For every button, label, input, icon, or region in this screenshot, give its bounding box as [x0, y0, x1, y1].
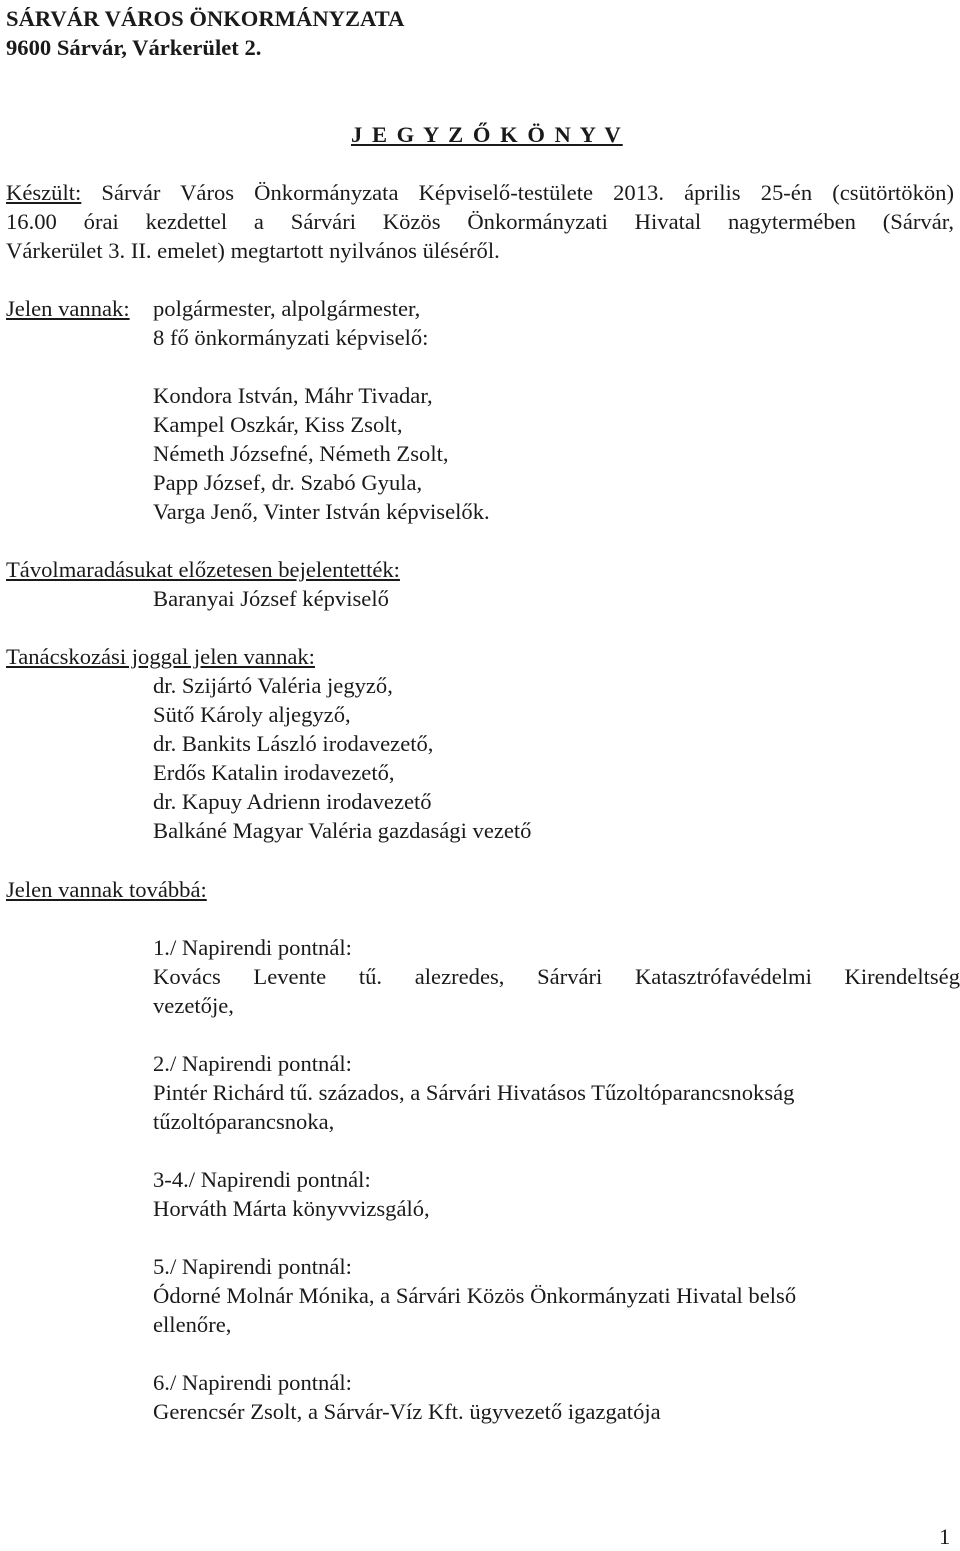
org-address: 9600 Sárvár, Várkerület 2.: [6, 35, 262, 60]
member-line: Kampel Oszkár, Kiss Zsolt,: [153, 412, 403, 437]
advisory-name: Sütő Károly aljegyző,: [153, 702, 351, 727]
member-line: Németh Józsefné, Németh Zsolt,: [153, 441, 449, 466]
agenda-guest-5-line-1: Gerencsér Zsolt, a Sárvár-Víz Kft. ügyvezető igazgatója: [153, 1399, 661, 1424]
agenda-heading-2: 2./ Napirendi pontnál:: [153, 1051, 352, 1076]
org-name: SÁRVÁR VÁROS ÖNKORMÁNYZATA: [6, 6, 405, 31]
advisory-name: dr. Kapuy Adrienn irodavezető: [153, 789, 432, 814]
page-number: 1: [939, 1524, 951, 1549]
advisory-label: Tanácskozási joggal jelen vannak:: [6, 644, 315, 669]
intro-line-1-text: Sárvár Város Önkormányzata Képviselő-testülete 2013. április 25-én (csütörtökön): [101, 180, 954, 205]
intro-line-2: 16.00 órai kezdettel a Sárvári Közös Önkormányzati Hivatal nagytermében (Sárvár,: [6, 209, 954, 234]
agenda-heading-5: 6./ Napirendi pontnál:: [153, 1370, 352, 1395]
intro-label: Készült:: [6, 180, 82, 205]
present-line-1: polgármester, alpolgármester,: [153, 296, 421, 321]
member-line: Kondora István, Máhr Tivadar,: [153, 383, 433, 408]
absent-label: Távolmaradásukat előzetesen bejelentették:: [6, 557, 400, 582]
advisory-name: Balkáné Magyar Valéria gazdasági vezető: [153, 818, 532, 843]
present-line-2: 8 fő önkormányzati képviselő:: [153, 325, 429, 350]
agenda-guest-4-line-1: Ódorné Molnár Mónika, a Sárvári Közös Önkormányzati Hivatal belső: [153, 1283, 797, 1308]
member-line: Papp József, dr. Szabó Gyula,: [153, 470, 423, 495]
agenda-guest-2-line-2: tűzoltóparancsnoka,: [153, 1109, 335, 1134]
advisory-name: Erdős Katalin irodavezető,: [153, 760, 395, 785]
member-line: Varga Jenő, Vinter István képviselők.: [153, 499, 490, 524]
agenda-guest-3-line-1: Horváth Márta könyvvizsgáló,: [153, 1196, 430, 1221]
intro-line-1: [6, 178, 954, 207]
agenda-guest-4-line-2: ellenőre,: [153, 1312, 232, 1337]
agenda-guest-2-line-1: Pintér Richárd tű. százados, a Sárvári Hivatásos Tűzoltóparancsnokság: [153, 1080, 795, 1105]
present-label: Jelen vannak:: [6, 296, 130, 321]
intro-line-3: Várkerület 3. II. emelet) megtartott nyilvános üléséről.: [6, 238, 500, 263]
absent-name: Baranyai József képviselő: [153, 586, 389, 611]
also-present-label: Jelen vannak továbbá:: [6, 877, 207, 902]
advisory-name: dr. Szijártó Valéria jegyző,: [153, 673, 393, 698]
agenda-heading-4: 5./ Napirendi pontnál:: [153, 1254, 352, 1279]
agenda-heading-3: 3-4./ Napirendi pontnál:: [153, 1167, 371, 1192]
document-title: J E G Y Z Ő K Ö N Y V: [351, 122, 623, 147]
advisory-name: dr. Bankits László irodavezető,: [153, 731, 434, 756]
agenda-guest-1-line-1: Kovács Levente tű. alezredes, Sárvári Katasztrófavédelmi Kirendeltség: [153, 964, 960, 989]
agenda-guest-1-line-2: vezetője,: [153, 993, 234, 1018]
agenda-heading-1: 1./ Napirendi pontnál:: [153, 935, 352, 960]
